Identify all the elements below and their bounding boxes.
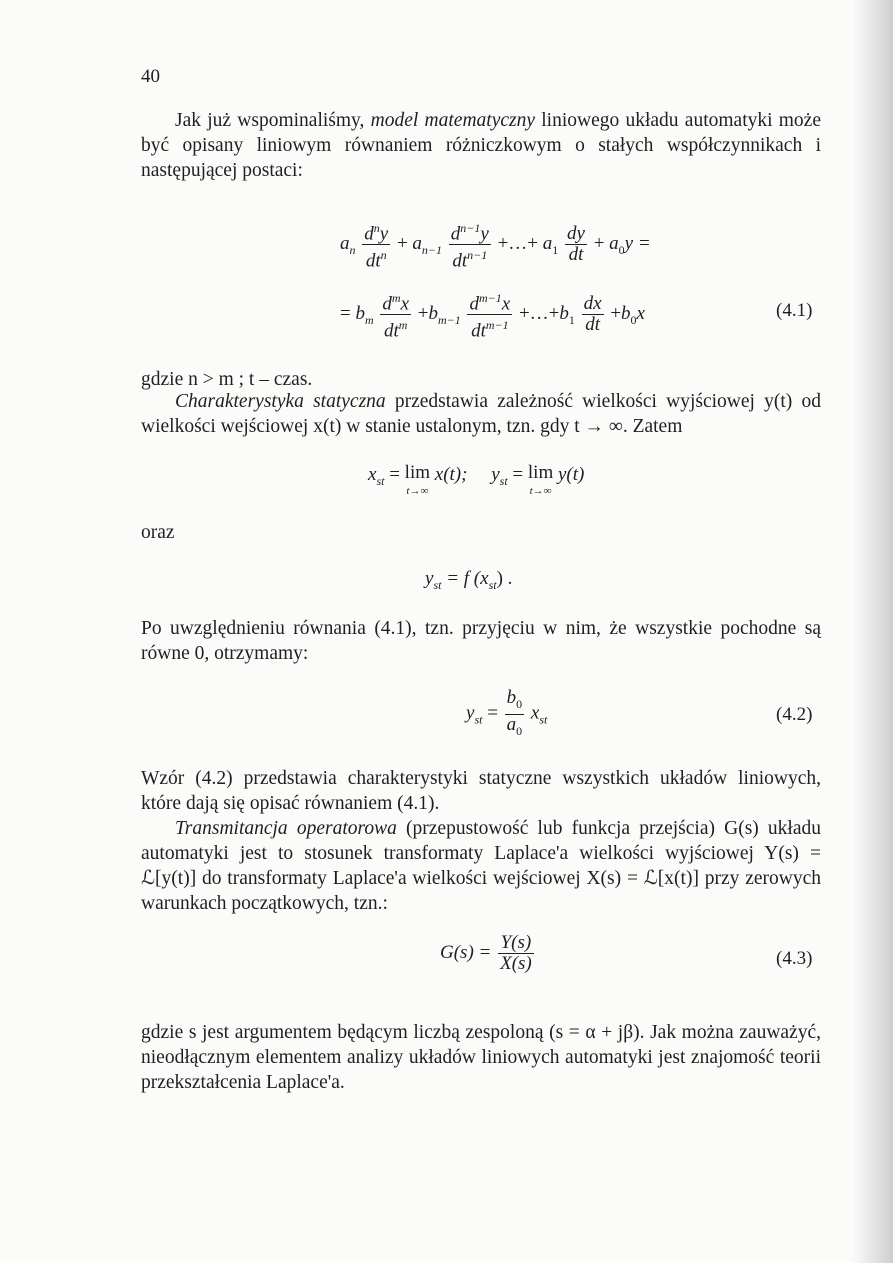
closing-paragraph: gdzie s jest argumentem będącym liczbą zespoloną (s = α + jβ). Jak można zauważyć, nieodłącznym elementem analizy układów liniowych automatyki jest znajomość teorii przekształcenia Laplace'a. (141, 1022, 821, 1093)
equation-4-2: $y_{st}$ = $\frac{b_0}{a_0}$ $x_{st}$ (466, 687, 548, 738)
static-characteristic-paragraph (141, 389, 821, 439)
transfer-emphasis: Transmitancja operatorowa (175, 818, 397, 839)
eq1-fraction-2: $\frac{d^{n-1}y}{dt^{n-1}}$ (449, 218, 491, 272)
where-n-m-line: gdzie n > m ; t – czas. (141, 369, 313, 390)
intro-emphasis: model matematyczny (370, 110, 536, 131)
eq1-fraction-3: $\frac{dy}{dt}$ (567, 223, 585, 266)
equation-4-2-label: (4.2) (776, 704, 813, 725)
eq1-fraction-1: $\frac{d^ny}{dt^n}$ (362, 218, 390, 272)
equation-4-1-line-1: $a_n$ $\frac{d^ny}{dt^n}$ + $a_{n-1}$ $\frac{d^{n-1}y}{dt^{n-1}}$ +…+ $a_1$ $\frac{dy}{dt}$ + $a_0y$ = (340, 218, 651, 272)
equation-4-1-line-2: = $b_m$ $\frac{d^mx}{dt^m}$ $+b_{m-1}$ $\frac{d^{m-1}x}{dt^{m-1}}$ $+\dots+b_1$ $\frac{dx}{dt}$ $+b_0x$ (340, 288, 645, 342)
equation-4-3: G(s) = $\frac{Y(s)}{X(s)}$ (440, 932, 532, 974)
static-characteristic-emphasis: Charakterystyka statyczna (175, 391, 386, 412)
oraz-word: oraz (141, 522, 175, 543)
limits-equation: $x_{st} = \lim$ t→∞ x(t); $y_{st} = \lim$ t→∞ y(t) (368, 462, 585, 497)
page-number: 40 (141, 66, 160, 87)
static-function-equation: $y_{st} = f$ $(x_{st})$ . (425, 568, 513, 592)
transfer-text: (przepustowość lub funkcja przejścia) G(s) układu automatyki jest to stosunek transformaty Laplace'a wielkości wyjściowej Y(s) = ℒ[y(t)] do transformaty Laplace'a wielkości wejściowej X(s) = ℒ[x(t)] przy zerowych warunkach początkowych, tzn.: (141, 818, 821, 914)
static-characteristic-text: przedstawia zależność wielkości wyjściowej y(t) od wielkości wejściowej x(t) w stanie ustalonym, tzn. gdy t → ∞. Zatem (141, 391, 821, 437)
after-eq2-paragraph: Wzór (4.2) przedstawia charakterystyki statyczne wszystkich układów liniowych, które dają się opisać równaniem (4.1). (141, 768, 821, 814)
intro-paragraph (141, 108, 821, 183)
after-limits-paragraph: Po uwzględnieniu równania (4.1), tzn. przyjęciu w nim, że wszystkie pochodne są równe 0, otrzymamy: (141, 618, 821, 664)
intro-text-2: liniowego układu automatyki może być opisany liniowym równaniem różniczkowym o stałych współczynnikach i następującej postaci: (141, 110, 821, 181)
equation-4-1-label: (4.1) (776, 300, 813, 321)
equation-4-3-label: (4.3) (776, 948, 813, 969)
intro-text-1: Jak już wspominaliśmy, (175, 110, 371, 131)
transfer-function-paragraph (141, 816, 821, 916)
